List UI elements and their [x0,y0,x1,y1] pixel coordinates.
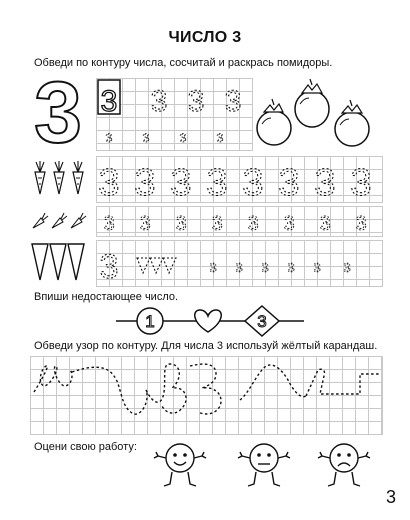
small-dashed-digit-3[interactable]: 3 [313,260,321,275]
sequence-number-3: 3 [257,312,267,331]
pattern-trace-line[interactable] [30,356,382,434]
small-carrots-illustration [30,208,88,232]
dashed-triangles [137,258,176,273]
heart-blank[interactable] [195,310,222,332]
big-outline-digit [30,76,86,150]
dashed-digit-3[interactable]: 3 [206,162,228,202]
small-dashed-digit-3[interactable]: 3 [142,131,150,145]
tomatoes-illustration[interactable] [252,72,382,158]
happy-face-icon [166,444,194,472]
tracing-grid-top[interactable] [96,78,253,151]
dashed-digit-3[interactable]: 3 [283,213,295,235]
triangle-icon [68,244,84,280]
number-sequence[interactable] [112,304,308,338]
small-dashed-digit-3[interactable]: 3 [105,131,113,145]
carrot-icon [71,218,82,228]
small-dashed-digit-3[interactable]: 3 [261,260,269,275]
instruction-trace-count: Обведи по контуру числа, сосчитай и раскрась помидоры. [34,57,333,69]
tomato-icon [335,112,369,146]
self-assessment-faces[interactable] [150,440,376,492]
sequence-number-1: 1 [145,312,155,331]
instruction-missing-number: Впиши недостающее число. [34,291,179,303]
triangle-icon [32,244,48,280]
page-title: ЧИСЛО 3 [168,29,242,46]
dashed-digit-3[interactable]: 3 [98,162,120,202]
instruction-rate-work: Оцени свою работу: [34,441,137,453]
dashed-digit-3[interactable]: 3 [187,85,205,118]
tomato-icon [257,111,291,145]
tracing-grid-row-1[interactable] [96,156,383,203]
dashed-digit-3[interactable]: 3 [247,213,259,235]
dashed-digit-3[interactable]: 3 [242,162,264,202]
dashed-digit-3[interactable]: 3 [170,162,192,202]
small-dashed-digit-3[interactable]: 3 [216,131,224,145]
small-dashed-digit-3[interactable]: 3 [343,260,351,275]
small-dashed-digit-3[interactable]: 3 [235,260,243,275]
small-dashed-digit-3[interactable]: 3 [209,260,217,275]
dashed-digit-3[interactable]: 3 [175,213,187,235]
carrot-icon [33,218,44,228]
big-digit-3: 3 [34,76,82,150]
carrot-icon [52,218,63,228]
dashed-digit-3[interactable]: 3 [150,85,168,118]
outlined-digit-3: 3 [100,85,118,118]
pattern-grid[interactable] [30,356,383,435]
dashed-digit-3[interactable]: 3 [314,162,336,202]
carrot-icon [35,172,45,194]
dashed-digit-3[interactable]: 3 [139,213,151,235]
small-dashed-digit-3[interactable]: 3 [179,131,187,145]
dashed-digit-3[interactable]: 3 [134,162,156,202]
tracing-grid-row-3[interactable] [96,240,383,287]
dashed-digit-3[interactable]: 3 [99,248,119,286]
small-dashed-digit-3[interactable]: 3 [287,260,295,275]
triangle-icon [50,244,66,280]
dashed-digit-3[interactable]: 3 [319,213,331,235]
neutral-face-icon [250,444,278,472]
triangles-illustration [30,240,88,284]
dashed-digit-3[interactable]: 3 [278,162,300,202]
tomato-icon [295,91,329,127]
sad-face-icon [330,444,358,472]
dashed-digit-3[interactable]: 3 [211,213,223,235]
dashed-digit-3[interactable]: 3 [224,85,242,118]
page-number: 3 [385,487,396,507]
instruction-trace-pattern: Обведи узор по контуру. Для числа 3 используй жёлтый карандаш. [34,340,378,352]
carrot-icon [54,172,64,194]
dashed-digit-3[interactable]: 3 [355,213,367,235]
carrot-icon [73,172,83,194]
tracing-grid-row-2[interactable] [96,206,383,237]
dashed-digit-3[interactable]: 3 [350,162,372,202]
carrots-illustration [30,158,88,198]
dashed-digit-3[interactable]: 3 [103,213,115,235]
